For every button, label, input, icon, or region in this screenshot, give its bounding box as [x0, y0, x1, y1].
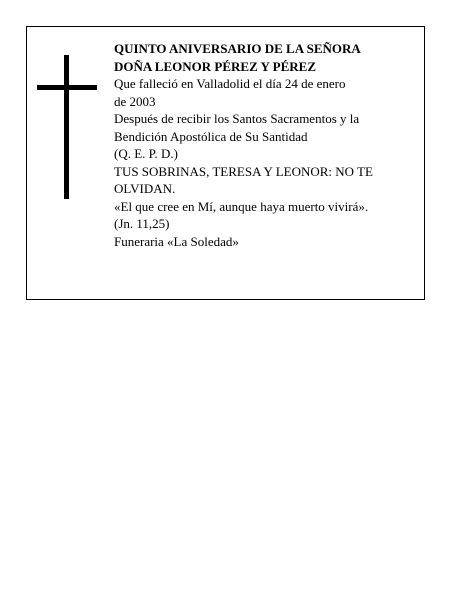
- cross-horizontal-bar: [37, 85, 97, 90]
- cross-icon: [37, 55, 97, 199]
- cross-vertical-bar: [64, 55, 69, 199]
- death-info-line1: Que falleció en Valladolid el día 24 de enero: [114, 76, 346, 91]
- death-info-line2: de 2003: [114, 93, 156, 109]
- notice-heading-line1: QUINTO ANIVERSARIO DE LA SEÑORA: [114, 41, 361, 56]
- sacraments-line1: Después de recibir los Santos Sacramentos y la: [114, 111, 360, 126]
- obituary-notice: [26, 26, 425, 300]
- funeral-home: Funeraria «La Soledad»: [114, 233, 239, 249]
- sacraments-line2: Bendición Apostólica de Su Santidad: [114, 128, 308, 144]
- bible-quote: «El que cree en Mí, aunque haya muerto vivirá».: [114, 198, 369, 214]
- bible-citation: (Jn. 11,25): [114, 216, 170, 231]
- family-message-line1: TUS SOBRINAS, TERESA Y LEONOR: NO TE: [114, 163, 373, 179]
- rip-text: (Q. E. P. D.): [114, 146, 178, 161]
- notice-text: [114, 40, 414, 250]
- notice-heading-line2: DOÑA LEONOR PÉREZ Y PÉREZ: [114, 58, 317, 74]
- family-message-line2: OLVIDAN.: [114, 181, 176, 196]
